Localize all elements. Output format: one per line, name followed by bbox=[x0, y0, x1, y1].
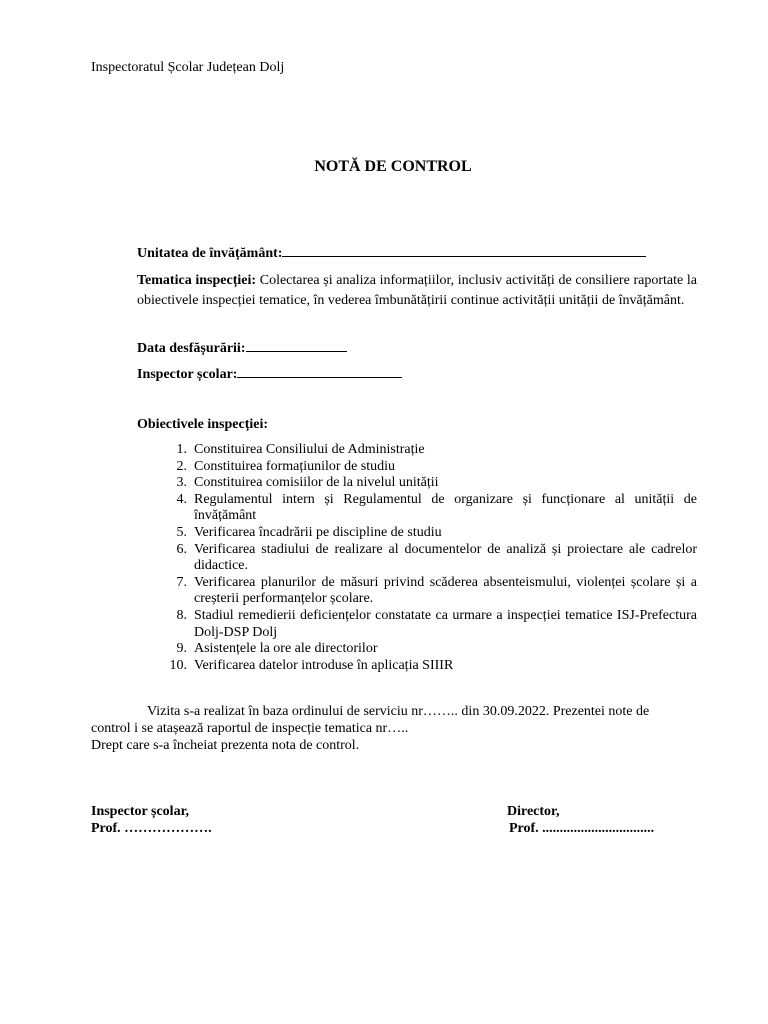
signature-inspector-title: Inspector școlar, bbox=[91, 804, 189, 819]
signature-inspector bbox=[91, 803, 212, 837]
objectives-list bbox=[160, 442, 697, 674]
field-data bbox=[137, 339, 347, 357]
list-item-text: Verificarea datelor introduse în aplicația SIIIR bbox=[194, 657, 454, 673]
list-item-number: 6. bbox=[176, 541, 187, 557]
closing-line-1: Vizita s-a realizat în baza ordinului de serviciu nr…….. din 30.09.2022. Prezentei note de control i se atașează raportul de inspecție tematica nr….. bbox=[91, 704, 650, 736]
field-data-label: Data desfășurării: bbox=[137, 341, 246, 356]
signature-director-title: Director, bbox=[507, 804, 560, 819]
list-item-text: Regulamentul intern și Regulamentul de organizare și funcționare al unității de învățământ bbox=[194, 491, 697, 524]
list-item-number: 1. bbox=[176, 442, 187, 457]
list-item bbox=[160, 641, 697, 658]
signature-director bbox=[507, 803, 654, 837]
list-item-text: Constituirea Consiliului de Administrație bbox=[194, 442, 425, 457]
list-item bbox=[160, 475, 697, 492]
list-item bbox=[160, 542, 697, 575]
list-item-number: 4. bbox=[176, 491, 187, 507]
institution-header: Inspectoratul Școlar Județean Dolj bbox=[91, 60, 285, 75]
list-item bbox=[160, 492, 697, 525]
list-item-text: Verificarea stadiului de realizare al documentelor de analiză și proiectare ale cadrelor didactice. bbox=[194, 541, 697, 574]
list-item bbox=[160, 459, 697, 476]
field-unitatea-blank bbox=[282, 244, 646, 257]
list-item-text: Verificarea încadrării pe discipline de studiu bbox=[194, 524, 442, 540]
list-item-text: Stadiul remedierii deficiențelor constatate ca urmare a inspecției tematice ISJ-Prefectura Dolj-DSP Dolj bbox=[194, 607, 697, 640]
list-item-text: Verificarea planurilor de măsuri privind scăderea absenteismului, violenței școlare și a creșterii performanțelor școlare. bbox=[194, 574, 697, 607]
list-item-number: 3. bbox=[176, 475, 187, 491]
field-tematica bbox=[137, 271, 697, 310]
list-item bbox=[160, 608, 697, 641]
field-tematica-label: Tematica inspecției: bbox=[137, 273, 257, 288]
signature-director-name: Prof. ................................ bbox=[509, 821, 655, 836]
field-data-blank bbox=[246, 339, 347, 352]
signature-inspector-name: Prof. ………………. bbox=[91, 821, 212, 836]
list-item-number: 2. bbox=[176, 458, 187, 474]
field-unitatea-label: Unitatea de învățământ: bbox=[137, 246, 283, 261]
list-item bbox=[160, 525, 697, 542]
field-inspector-label: Inspector școlar: bbox=[137, 367, 238, 382]
field-inspector-blank bbox=[237, 365, 402, 378]
field-unitatea bbox=[137, 244, 646, 262]
closing-paragraph bbox=[91, 703, 687, 754]
list-item-number: 7. bbox=[176, 574, 187, 590]
list-item-number: 8. bbox=[176, 607, 187, 623]
list-item-text: Asistențele la ore ale directorilor bbox=[194, 641, 378, 657]
closing-line-2: Drept care s-a încheiat prezenta nota de control. bbox=[91, 738, 360, 753]
list-item bbox=[160, 442, 697, 459]
list-item-text: Constituirea comisiilor de la nivelul unității bbox=[194, 475, 439, 491]
list-item-text: Constituirea formațiunilor de studiu bbox=[194, 458, 396, 474]
list-item bbox=[160, 658, 697, 675]
objectives-heading: Obiectivele inspecției: bbox=[137, 417, 269, 432]
list-item-number: 5. bbox=[176, 524, 187, 540]
field-inspector bbox=[137, 365, 402, 383]
list-item bbox=[160, 575, 697, 608]
list-item-number: 9. bbox=[176, 641, 187, 657]
document-title: NOTĂ DE CONTROL bbox=[314, 158, 472, 175]
field-tematica-text: Colectarea și analiza informațiilor, inclusiv activități de consiliere raportate la obiectivele inspecției tematice, în vederea îmbunătățirii continue activității unității de învățământ. bbox=[137, 273, 698, 308]
list-item-number: 10. bbox=[169, 657, 187, 673]
